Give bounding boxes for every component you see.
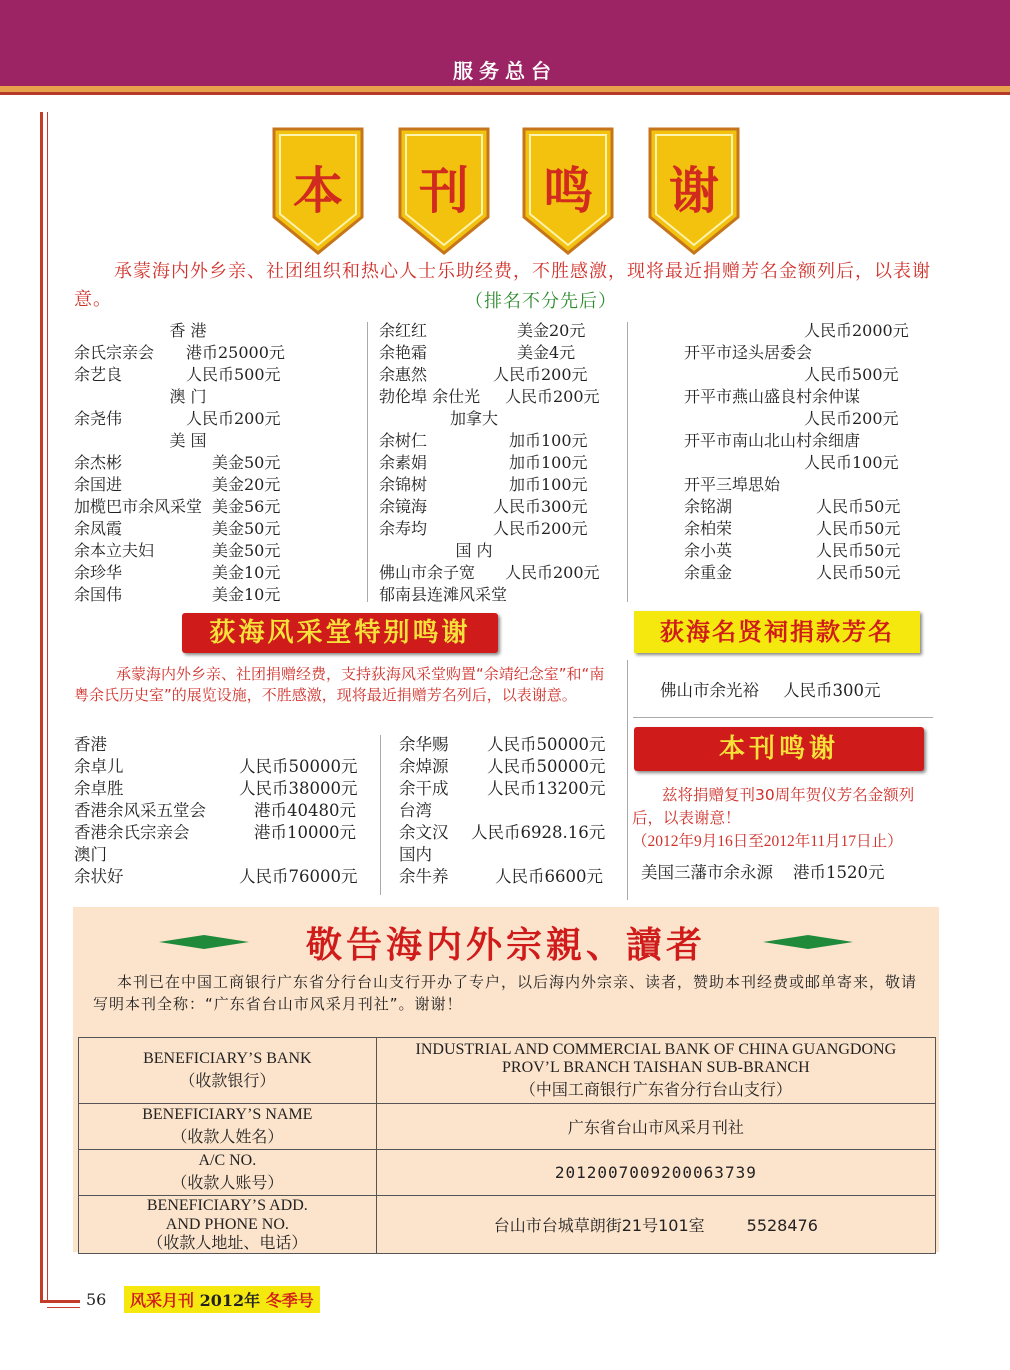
donor-row	[684, 408, 944, 430]
donor-row	[74, 518, 364, 540]
donor-amount: 美金20元	[212, 475, 281, 494]
donor-amount: 人民币200元	[493, 365, 588, 384]
donor-row	[379, 386, 624, 408]
donor-name: 余寿均	[379, 519, 428, 538]
donor-name: 余珍华	[74, 563, 123, 582]
donor-amount: 人民币50元	[816, 497, 901, 516]
donor-row	[379, 452, 624, 474]
donor-amount: 人民币50000元	[487, 735, 606, 754]
bank-value: INDUSTRIAL AND COMMERCIAL BANK OF CHINA GUANGDONG PROV’L BRANCH TAISHAN SUB-BRANCH （中国工商银行广东省分行台山支行）	[376, 1038, 935, 1104]
donor-name: 余素娟	[379, 453, 428, 472]
bank-label: BENEFICIARY’S NAME （收款人姓名）	[79, 1104, 377, 1150]
donor-amount: 人民币13200元	[487, 779, 606, 798]
arrow-right-icon	[763, 935, 853, 949]
donor-row	[74, 755, 369, 777]
donor-name: 香港余风采五堂会	[74, 801, 206, 820]
donor-column-3	[684, 320, 944, 584]
donor-row	[74, 562, 364, 584]
donor-row	[684, 518, 944, 540]
intro-paragraph: 承蒙海内外乡亲、社团组织和热心人士乐助经费，不胜感激，现将最近捐赠芳名金额列后，以表谢意。	[74, 261, 931, 310]
donor-amount: 港币10000元	[254, 823, 356, 842]
region-heading: 香港	[74, 735, 107, 754]
donor-amount: 人民币300元	[493, 497, 588, 516]
donor-amount: 美金10元	[212, 563, 281, 582]
special-donor-column-1	[74, 733, 369, 887]
donor-name: 余氏宗亲会	[74, 343, 155, 362]
donor-row	[399, 821, 619, 843]
donor-name: 余焯源	[399, 757, 449, 776]
donor-row	[74, 364, 364, 386]
donor-name: 开平市迳头居委会	[684, 343, 813, 362]
donor-name: 勃伦埠 余仕光	[379, 387, 481, 406]
magazine-label: 风采月刊 2012年 冬季号	[124, 1286, 320, 1313]
bank-label: A/C NO. （收款人账号）	[79, 1150, 377, 1196]
donor-row	[379, 496, 624, 518]
donor-row	[379, 320, 624, 342]
column-divider	[367, 322, 368, 602]
bank-label: BENEFICIARY’S BANK （收款银行）	[79, 1038, 377, 1104]
donor-row	[399, 733, 619, 755]
donor-name: 余本立夫妇	[74, 541, 155, 560]
donor-amount: 美金50元	[212, 541, 281, 560]
donor-row	[74, 496, 364, 518]
frame-line	[47, 112, 48, 1302]
donor-column-1	[74, 320, 364, 606]
donor-row	[684, 474, 944, 496]
bank-value: 台山市台城草朗街21号101室 5528476	[376, 1196, 935, 1254]
donor-amount: 人民币500元	[186, 365, 281, 384]
donor-row	[379, 474, 624, 496]
notice-text: 本刊已在中国工商银行广东省分行台山支行开办了专户，以后海内外宗亲、读者，赞助本刊经费或邮单寄来，敬请写明本刊全称：“广东省台山市风采月刊社”。谢谢！	[93, 973, 918, 1013]
donor-row	[74, 540, 364, 562]
donor-amount: 人民币200元	[493, 519, 588, 538]
column-divider	[627, 322, 628, 602]
donor-amount: 美金20元	[517, 321, 586, 340]
donor-amount: 人民币76000元	[239, 867, 358, 886]
donor-row	[684, 562, 944, 584]
donor-name: 余卓儿	[74, 757, 124, 776]
donor-amount: 人民币200元	[186, 409, 281, 428]
shrine-donor: 佛山市余光裕 人民币300元	[660, 681, 881, 700]
donor-name: 余凤霞	[74, 519, 123, 538]
special-donor-column-2	[399, 733, 619, 887]
donor-name: 开平市燕山盛良村余仲谋	[684, 387, 861, 406]
title-char: 鸣	[543, 162, 593, 220]
donor-amount: 人民币50000元	[487, 757, 606, 776]
thanks-period: （2012年9月16日至2012年11月17日止）	[632, 833, 903, 850]
thanks-banner: 本刊鸣谢	[634, 727, 924, 771]
donor-row	[74, 408, 364, 430]
table-row	[79, 1196, 936, 1254]
donor-row	[684, 540, 944, 562]
title-char: 刊	[419, 162, 469, 220]
donor-row	[74, 777, 369, 799]
donor-amount: 港币25000元	[186, 343, 285, 362]
thanks-paragraph: 兹将捐赠复刊30周年贺仪芳名金额列后，以表谢意！	[632, 786, 915, 827]
donor-name: 余状好	[74, 867, 124, 886]
title-shield	[398, 127, 490, 255]
donor-name: 开平三埠思始	[684, 475, 781, 494]
donor-amount: 人民币500元	[804, 365, 899, 384]
region-heading: 澳门	[74, 845, 107, 864]
donor-name: 余红红	[379, 321, 428, 340]
section-title: 服务总台	[453, 59, 557, 83]
title-shield	[272, 127, 364, 255]
donor-row	[379, 430, 624, 452]
donor-amount: 美金50元	[212, 453, 281, 472]
donor-name: 余小英	[684, 541, 733, 560]
donor-amount: 人民币50元	[816, 541, 901, 560]
special-thanks-paragraph: 承蒙海内外乡亲、社团捐赠经费，支持荻海风采堂购置“余靖纪念室”和“南粤余氏历史室”的展览设施，不胜感激，现将最近捐赠芳名列后，以表谢意。	[74, 665, 605, 704]
donor-row	[74, 452, 364, 474]
region-heading: 美 国	[169, 431, 207, 450]
donor-name: 余树仁	[379, 431, 428, 450]
donor-name: 余锦树	[379, 475, 428, 494]
donor-name: 余镜海	[379, 497, 428, 516]
page-number: 56	[86, 1290, 107, 1309]
donor-name: 郁南县连滩风采堂	[379, 585, 508, 604]
donor-amount: 人民币2000元	[804, 321, 909, 340]
donor-row	[684, 320, 944, 342]
region-heading: 澳 门	[169, 387, 207, 406]
donor-amount: 人民币6600元	[495, 867, 603, 886]
frame-line	[40, 1300, 80, 1303]
donor-name: 开平市南山北山村余细唐	[684, 431, 861, 450]
donor-row	[684, 452, 944, 474]
donor-amount: 人民币6928.16元	[471, 823, 606, 842]
donor-row	[379, 518, 624, 540]
donor-amount: 美金10元	[212, 585, 281, 604]
title-char: 谢	[669, 162, 719, 220]
column-divider	[627, 660, 628, 900]
header-stripe-thin	[0, 92, 1010, 95]
region-heading: 台湾	[399, 801, 432, 820]
donor-amount: 加币100元	[509, 453, 588, 472]
donor-row	[379, 584, 624, 606]
donor-name: 余干成	[399, 779, 449, 798]
divider	[633, 717, 933, 718]
table-row	[79, 1038, 936, 1104]
region-heading: 国 内	[455, 541, 493, 560]
donor-name: 余柏荣	[684, 519, 733, 538]
title-shield	[522, 127, 614, 255]
title-char: 本	[293, 162, 343, 220]
title-shield	[648, 127, 740, 255]
donor-name: 余艳霜	[379, 343, 428, 362]
donor-name: 余铭湖	[684, 497, 733, 516]
donor-amount: 加币100元	[509, 431, 588, 450]
frame-line	[47, 1307, 80, 1308]
donor-column-2	[379, 320, 624, 606]
donor-amount: 加币100元	[509, 475, 588, 494]
donor-name: 佛山市余子宽	[379, 563, 476, 582]
donor-row	[74, 865, 369, 887]
donor-amount: 人民币200元	[804, 409, 899, 428]
donor-name: 加榄巴市余风采堂	[74, 497, 203, 516]
donor-row	[74, 799, 369, 821]
donor-row	[74, 821, 369, 843]
donor-row	[399, 755, 619, 777]
donor-amount: 人民币200元	[505, 387, 600, 406]
donor-amount: 美金4元	[517, 343, 576, 362]
shrine-donation-banner: 荻海名贤祠捐款芳名	[634, 611, 920, 653]
donor-name: 香港余氏宗亲会	[74, 823, 190, 842]
donor-name: 余文汉	[399, 823, 449, 842]
donor-name: 余国伟	[74, 585, 123, 604]
donor-name: 余牛养	[399, 867, 449, 886]
region-heading: 国内	[399, 845, 432, 864]
table-row	[79, 1150, 936, 1196]
region-heading: 加拿大	[449, 409, 498, 428]
table-row	[79, 1104, 936, 1150]
donor-row	[74, 342, 364, 364]
ranking-note: （排名不分先后）	[465, 291, 617, 312]
donor-name: 余尧伟	[74, 409, 123, 428]
donor-amount: 人民币50元	[816, 519, 901, 538]
donor-row	[684, 430, 944, 452]
donor-name: 余杰彬	[74, 453, 123, 472]
donor-name: 余艺良	[74, 365, 123, 384]
donor-name: 余卓胜	[74, 779, 124, 798]
donor-row	[684, 496, 944, 518]
donor-row	[379, 562, 624, 584]
donor-name: 余华赐	[399, 735, 449, 754]
donor-row	[74, 474, 364, 496]
donor-row	[684, 386, 944, 408]
donor-amount: 人民币50元	[816, 563, 901, 582]
donor-row	[399, 865, 619, 887]
special-thanks-banner: 荻海风采堂特别鸣谢	[182, 613, 498, 653]
donor-amount: 人民币50000元	[239, 757, 358, 776]
donor-row	[684, 342, 944, 364]
donor-amount: 港币40480元	[254, 801, 356, 820]
donor-row	[399, 777, 619, 799]
column-divider	[380, 735, 381, 895]
thanks-donor: 美国三藩市余永源 港币1520元	[641, 863, 885, 882]
donor-amount: 人民币100元	[804, 453, 899, 472]
donor-row	[379, 342, 624, 364]
donor-amount: 人民币200元	[505, 563, 600, 582]
bank-value: 2012007009200063739	[376, 1150, 935, 1196]
frame-line	[40, 112, 43, 1302]
donor-amount: 人民币38000元	[239, 779, 358, 798]
region-heading: 香 港	[169, 321, 207, 340]
bank-info-table	[78, 1037, 936, 1254]
donor-amount: 美金56元	[212, 497, 281, 516]
donor-name: 余国进	[74, 475, 123, 494]
donor-row	[684, 364, 944, 386]
donor-row	[379, 364, 624, 386]
donor-amount: 美金50元	[212, 519, 281, 538]
donor-name: 余重金	[684, 563, 733, 582]
bank-label: BENEFICIARY’S ADD. AND PHONE NO. （收款人地址、电话）	[79, 1196, 377, 1254]
donor-row	[74, 584, 364, 606]
bank-value: 广东省台山市风采月刊社	[376, 1104, 935, 1150]
notice-title: 敬告海内外宗親、讀者	[305, 924, 706, 966]
donor-name: 余惠然	[379, 365, 428, 384]
